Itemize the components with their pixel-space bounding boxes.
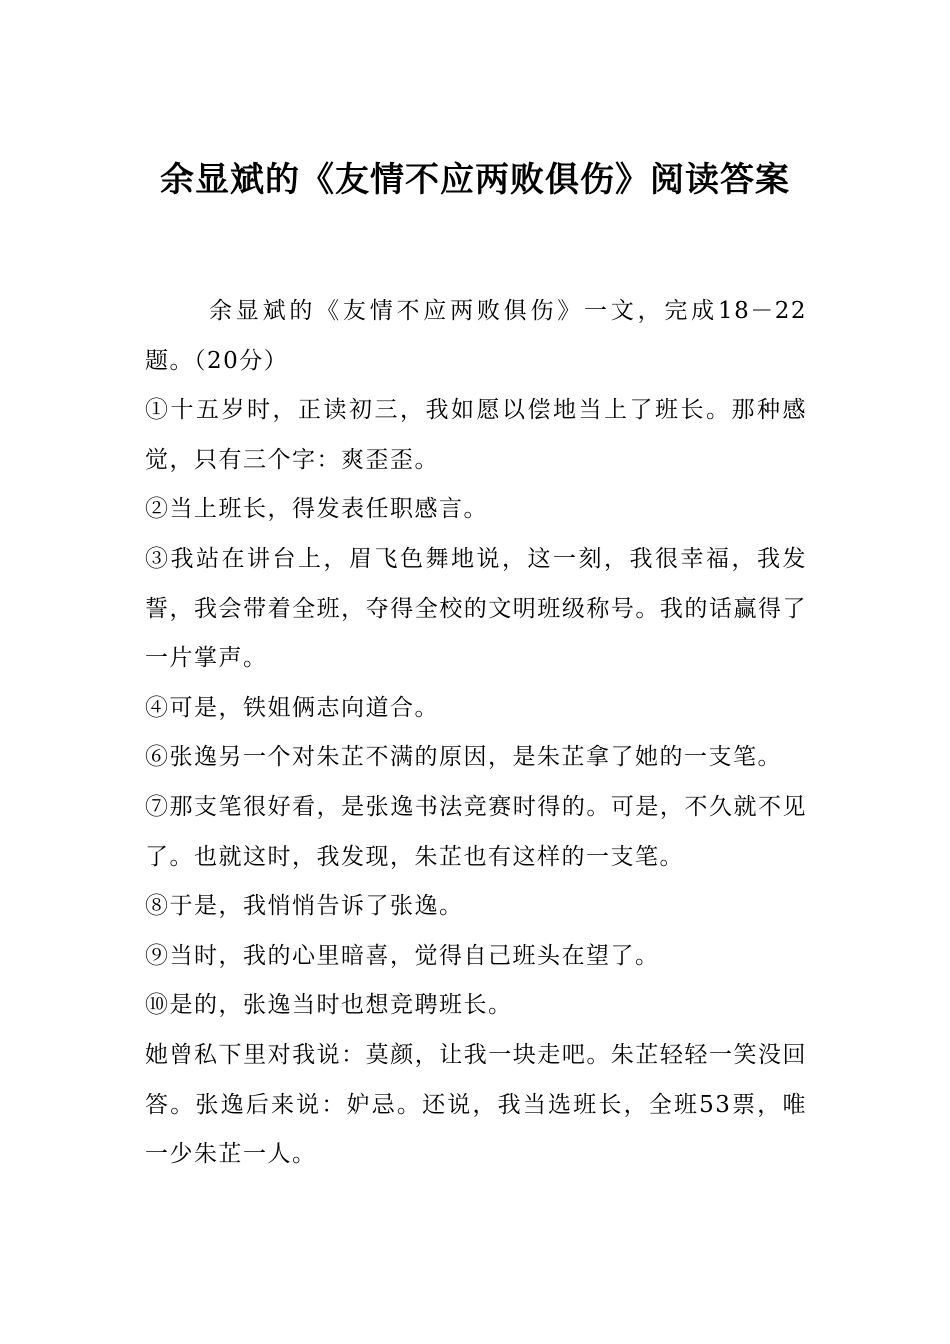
document-title: 余显斌的《友情不应两败俱伤》阅读答案 — [160, 160, 790, 200]
intro-paragraph: 余显斌的《友情不应两败俱伤》一文，完成18－22题。（20分） — [145, 298, 807, 374]
paragraph-7: ⑦那支笔很好看，是张逸书法竞赛时得的。可是，不久就不见了。也就这时，我发现，朱芷也有这样的一支笔。 — [145, 793, 807, 870]
paragraph-4: ④可是，铁姐俩志向道合。 — [145, 694, 439, 721]
document-body — [145, 287, 807, 1180]
paragraph-3: ③我站在讲台上，眉飞色舞地说，这一刻，我很幸福，我发誓，我会带着全班，夺得全校的文明班级称号。我的话赢得了一片掌声。 — [145, 545, 807, 672]
paragraph-10: ⑩是的，张逸当时也想竞聘班长。 — [145, 992, 513, 1019]
paragraph-1: ①十五岁时，正读初三，我如愿以偿地当上了班长。那种感觉，只有三个字：爽歪歪。 — [145, 397, 807, 473]
paragraph-11: 她曾私下里对我说：莫颜，让我一块走吧。朱芷轻轻一笑没回答。张逸后来说：妒忌。还说，我当选班长，全班53票，唯一少朱芷一人。 — [145, 1041, 807, 1168]
paragraph-2: ②当上班长，得发表任职感言。 — [145, 496, 488, 523]
paragraph-8: ⑧于是，我悄悄告诉了张逸。 — [145, 893, 464, 920]
paragraph-6: ⑥张逸另一个对朱芷不满的原因，是朱芷拿了她的一支笔。 — [145, 744, 782, 771]
paragraph-9: ⑨当时，我的心里暗喜，觉得自己班头在望了。 — [145, 942, 660, 969]
